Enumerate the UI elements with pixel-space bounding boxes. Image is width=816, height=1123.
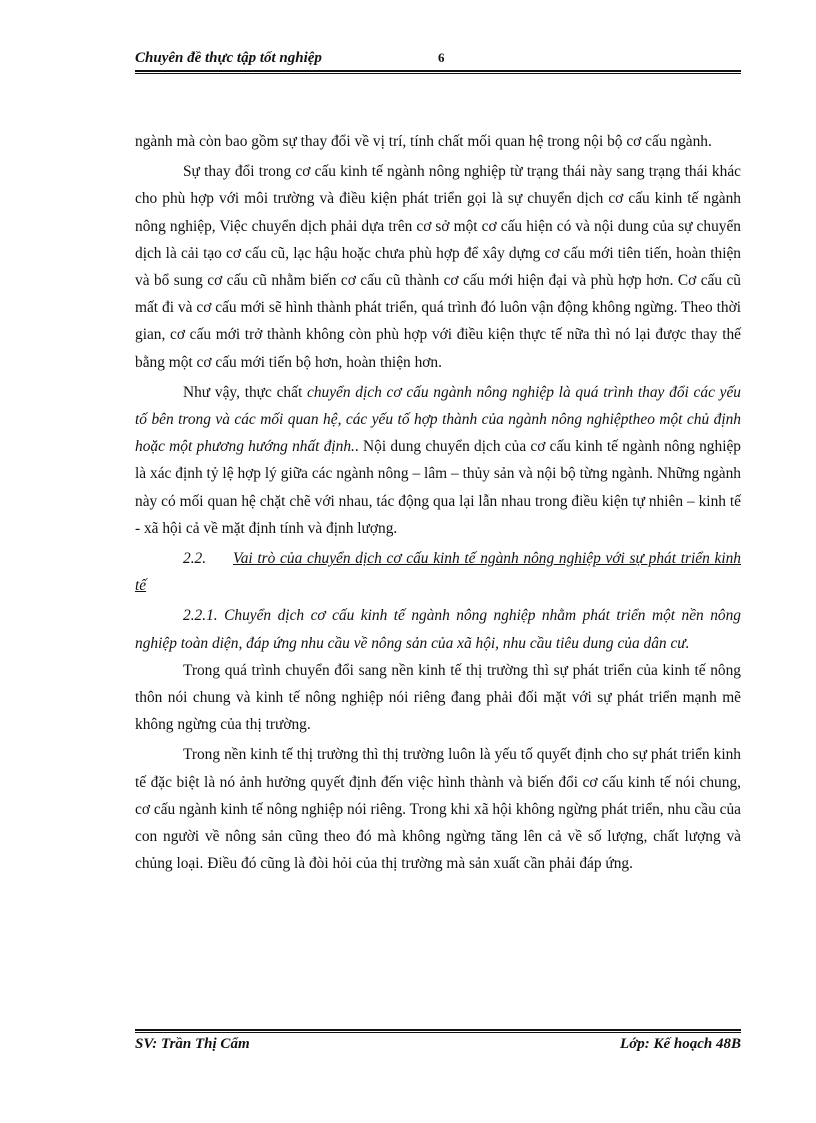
- section-heading-2-2: [135, 545, 741, 599]
- page-header: [135, 46, 741, 70]
- essence-lead: Như vậy, thực chất: [183, 383, 307, 401]
- paragraph-continuation: ngành mà còn bao gồm sự thay đổi về vị trí, tính chất mối quan hệ trong nội bộ cơ cấu ngành.: [135, 133, 712, 150]
- header-divider: [135, 70, 741, 74]
- footer-student: SV: Trần Thị Cẩm: [135, 1036, 250, 1052]
- paragraph-market-transition: Trong quá trình chuyển đổi sang nền kinh tế thị trường thì sự phát triển của kinh tế nông thôn nói chung và kinh tế nông nghiệp nói riêng đang phải đối mặt với sự phát triển mạnh mẽ không ngừng của thị trường.: [135, 661, 741, 734]
- section-heading-2-2-1: 2.2.1. Chuyển dịch cơ cấu kinh tế ngành nông nghiệp nhằm phát triển một nền nông nghiệp toàn diện, đáp ứng nhu cầu về nông sản của xã hội, nhu cầu tiêu dung của dân cư.: [135, 607, 741, 652]
- essence-tail: . Nội dung chuyển dịch của cơ cấu kinh tế ngành nông nghiệp là xác định tỷ lệ hợp lý giữa các ngành nông – lâm – thủy sản và nội bộ từng ngành. Những ngành này có mối quan hệ chặt chẽ với nhau, tác động qua lại lẫn nhau trong điều kiện tự nhiên – kinh tế - xã hội cả về mặt định tính và định lượng.: [135, 438, 741, 537]
- page-number: 6: [438, 50, 445, 65]
- document-title: Chuyên đề thực tập tốt nghiệp: [135, 50, 322, 66]
- paragraph-structure-shift: Sự thay đổi trong cơ cấu kinh tế ngành nông nghiệp từ trạng thái này sang trạng thái khác cho phù hợp với môi trường và điều kiện phát triển gọi là sự chuyển dịch cơ cấu kinh tế ngành nông nghiệp, Việc chuyển dịch phải dựa trên cơ sở một cơ cấu hiện có và nội dung của sự chuyển dịch là cải tạo cơ cấu cũ, lạc hậu hoặc chưa phù hợp để xây dựng cơ cấu mới tiên tiến, hoàn thiện và bổ sung cơ cấu cũ nhằm biến cơ cấu cũ thành cơ cấu mới hiện đại và phù hợp hơn. Cơ cấu cũ mất đi và cơ cấu mới sẽ hình thành phát triển, quá trình đó luôn vận động không ngừng. Theo thời gian, cơ cấu mới trở thành không còn phù hợp với điều kiện thực tế nữa thì nó lại được thay thế bằng một cơ cấu mới tiến bộ hơn, hoàn thiện hơn.: [135, 163, 741, 371]
- paragraph-essence: [135, 379, 741, 542]
- section-title: Vai trò của chuyển dịch cơ cấu kinh tế ngành nông nghiệp với sự phát triển kinh tế: [135, 550, 741, 595]
- footer-divider: [135, 1029, 741, 1033]
- section-number: 2.2.: [183, 550, 207, 568]
- footer-class: Lớp: Kế hoạch 48B: [620, 1036, 741, 1052]
- paragraph-market-role: Trong nền kinh tế thị trường thì thị trường luôn là yếu tố quyết định cho sự phát triển kinh tế đặc biệt là nó ảnh hưởng quyết định đến việc hình thành và biến đổi cơ cấu kinh tế nói chung, cơ cấu ngành kinh tế nông nghiệp nói riêng. Trong khi xã hội không ngừng phát triển, nhu cầu của con người về nông sản cũng theo đó mà không ngừng tăng lên cả về số lượng, chất lượng và chủng loại. Điều đó cũng là đòi hỏi của thị trường mà sản xuất cần phải đáp ứng.: [135, 746, 741, 873]
- document-body: [135, 128, 741, 877]
- essence-definition: chuyển dịch cơ cấu ngành nông nghiệp là quá trình thay đổi các yếu tố bên trong và các mối quan hệ, các yếu tố hợp thành của ngành nông nghiệptheo một chủ định hoặc một phương hướng nhất định.: [135, 383, 742, 456]
